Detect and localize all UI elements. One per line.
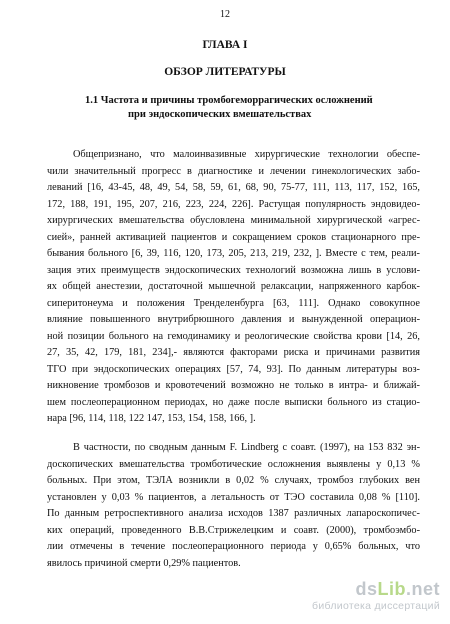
text-line: шем послеоперационном периодах, но даже после выписки больного из стацио- <box>47 396 420 408</box>
chapter-heading: ГЛАВА I <box>202 39 248 51</box>
text-line: лии отмечены в течение послеоперационного периода у 0,65% больных, что <box>47 541 420 552</box>
text-line: леваний [16, 43-45, 48, 49, 54, 58, 59, 61, 68, 90, 75-77, 111, 113, 117, 152, 165, <box>47 182 420 193</box>
text-line: ной позиции больного на гемодинамику и реологические свойства крови [14, 26, <box>47 330 420 342</box>
text-line: установлен у 0,03 % пациентов, а летальность от ТЭО составила 0,08 % [110]. <box>47 491 420 503</box>
text-line: В частности, по сводным данным F. Lindberg с соавт. (1997), на 153 832 эн- <box>73 442 420 453</box>
section-heading-line-1: 1.1 Частота и причины тромбогеморрагических осложнений <box>85 95 373 106</box>
text-line: никновение тромбозов и кровотечений возможно не только в интра- и ближай- <box>47 380 420 391</box>
text-line: больных. При этом, ТЭЛА возникли в 0,02 % случаях, тромбоз глубоких вен <box>47 475 420 486</box>
chapter-subtitle: ОБЗОР ЛИТЕРАТУРЫ <box>164 66 286 78</box>
text-line: нара [96, 114, 118, 122 147, 153, 154, 158, 166, ]. <box>47 413 256 424</box>
text-line: ких операций, проведенного В.В.Стрижелецким и соавт. (2000), тромбоэмбо- <box>47 524 420 536</box>
text-line: Общепризнано, что малоинвазивные хирургические технологии обеспе- <box>73 149 420 160</box>
watermark-caption: библиотека диссертаций <box>312 600 440 612</box>
watermark-logo-ds: ds <box>355 579 378 599</box>
watermark <box>312 579 440 612</box>
text-line: влияние повышенного внутрибрюшного давления и вынужденной операцион- <box>47 314 420 325</box>
text-line: 27, 35, 42, 179, 181, 234],- являются факторами риска и причинами развития <box>47 347 420 358</box>
text-line: ТГО при эндоскопических операциях [57, 74, 93]. По данным литературы воз- <box>47 363 420 375</box>
section-heading <box>85 94 415 122</box>
watermark-logo <box>312 579 440 600</box>
text-line: чили значительный прогресс в диагностике и лечении гинекологических забо- <box>47 165 420 177</box>
text-line: ях общей анестезии, достаточной мышечной релаксации, напряженного карбок- <box>47 281 420 292</box>
text-line: бывания больного [6, 39, 116, 120, 173, 205, 213, 219, 232, ]. Вместе с тем, реали- <box>47 248 420 259</box>
text-line: сиперитонеума и положения Тренделенбурга [63, 111]. Однако совокупное <box>47 297 420 309</box>
watermark-logo-lib: Lib <box>377 579 406 599</box>
text-line: доскопических вмешательства тромботические осложнения выявлены у 0,13 % <box>47 458 420 470</box>
paragraph-2 <box>47 440 420 572</box>
text-line: явилось причиной смерти 0,29% пациентов. <box>47 557 241 569</box>
section-heading-line-2: при эндоскопических вмешательствах <box>128 109 312 120</box>
watermark-logo-net: .net <box>405 579 440 599</box>
text-line: 172, 188, 191, 195, 207, 216, 223, 224, 226]. Растущая популярность эндовидео- <box>47 198 420 210</box>
text-line: хирургических вмешательства обусловлена минимальной хирургической «агрес- <box>47 215 420 226</box>
page-number: 12 <box>220 9 230 20</box>
text-line: сией», ранней активацией пациентов и сокращением сроков стационарного пре- <box>47 231 420 243</box>
text-line: зация этих преимуществ эндоскопических технологий возможна лишь в услови- <box>47 264 420 276</box>
paragraph-1 <box>47 147 420 428</box>
text-line: По данным ретроспективного анализа исходов 1387 различных лапароскопичес- <box>47 508 420 519</box>
